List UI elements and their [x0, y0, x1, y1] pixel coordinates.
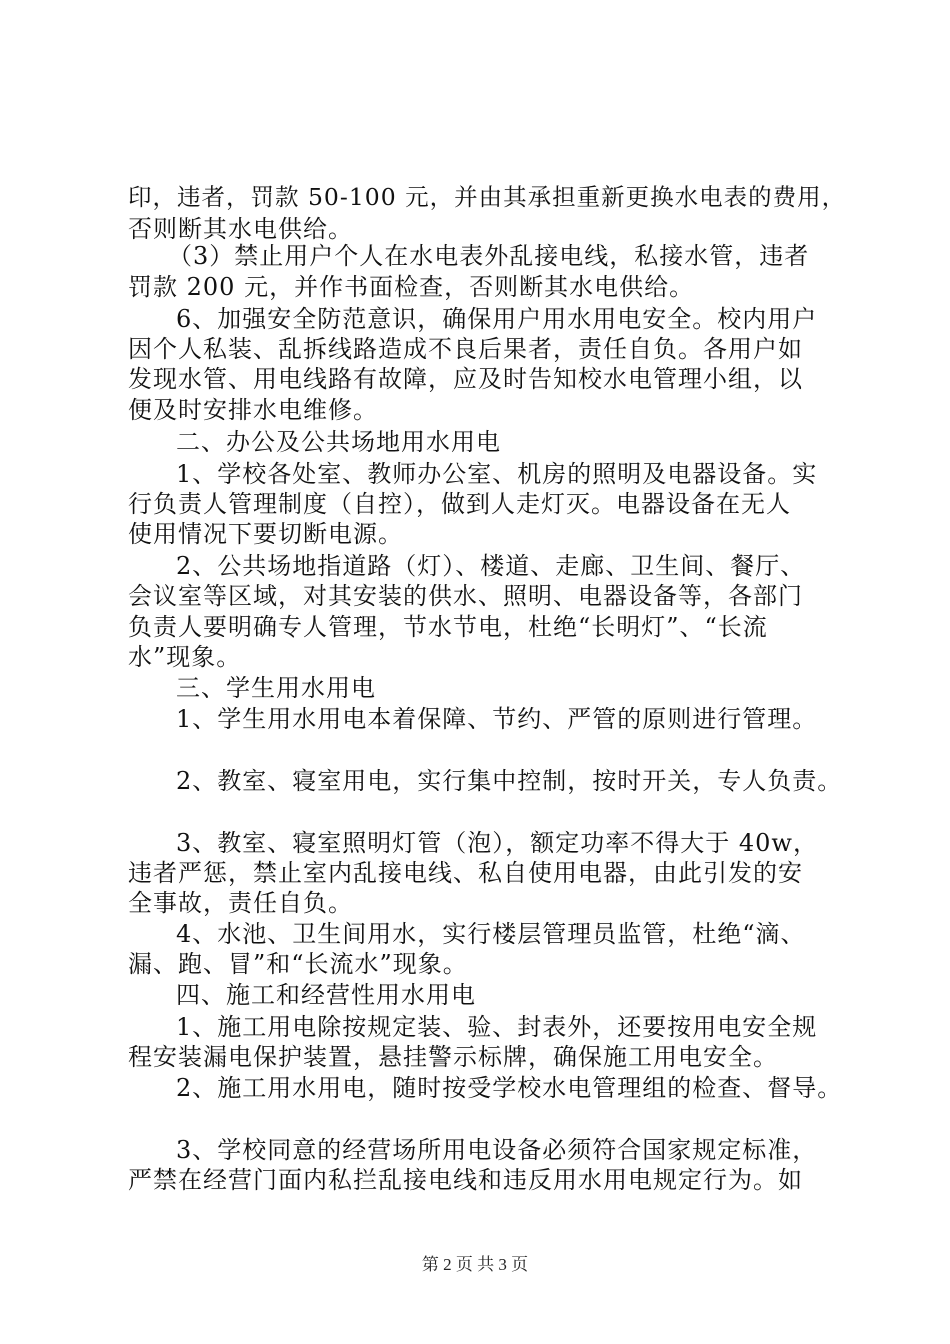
text-line: 否则断其水电供给。	[128, 215, 353, 243]
text-line: 便及时安排水电维修。	[128, 396, 378, 424]
text-line: 全事故，责任自负。	[128, 889, 353, 917]
text-line: 因个人私装、乱拆线路造成不良后果者，责任自负。各用户如	[128, 335, 803, 363]
text-line: 发现水管、用电线路有故障，应及时告知校水电管理小组，以	[128, 365, 803, 393]
text-line: 使用情况下要切断电源。	[128, 520, 403, 548]
text-line: 4、水池、卫生间用水，实行楼层管理员监管，杜绝“滴、	[176, 920, 806, 948]
text-line: 严禁在经营门面内私拦乱接电线和违反用水用电规定行为。如	[128, 1166, 803, 1194]
text-line: 漏、跑、冒”和“长流水”现象。	[128, 950, 468, 978]
text-line: 2、教室、寝室用电，实行集中控制，按时开关，专人负责。	[176, 767, 843, 795]
text-line: 行负责人管理制度（自控），做到人走灯灭。电器设备在无人	[128, 490, 791, 518]
text-line: 负责人要明确专人管理，节水节电，杜绝“长明灯”、“长流	[128, 613, 768, 641]
text-line: 3、教室、寝室照明灯管（泡），额定功率不得大于 40w，	[176, 829, 818, 857]
text-line: 水”现象。	[128, 643, 242, 671]
section-heading: 二、办公及公共场地用水用电	[176, 428, 501, 456]
section-heading: 四、施工和经营性用水用电	[176, 981, 476, 1009]
text-line: 2、施工用水用电，随时按受学校水电管理组的检查、督导。	[176, 1074, 843, 1102]
text-line: 6、加强安全防范意识，确保用户用水用电安全。校内用户	[176, 305, 818, 333]
section-heading: 三、学生用水用电	[176, 674, 376, 702]
text-line: 会议室等区域，对其安装的供水、照明、电器设备等，各部门	[128, 582, 803, 610]
text-line: 1、施工用电除按规定装、验、封表外，还要按用电安全规	[176, 1013, 818, 1041]
page-footer: 第 2 页 共 3 页	[421, 1255, 529, 1274]
text-line: 罚款 200 元，并作书面检查，否则断其水电供给。	[128, 273, 695, 301]
text-line: 2、公共场地指道路（灯）、楼道、走廊、卫生间、餐厅、	[176, 552, 806, 580]
text-line: 3、学校同意的经营场所用电设备必须符合国家规定标准，	[176, 1136, 818, 1164]
text-line: 1、学生用水用电本着保障、节约、严管的原则进行管理。	[176, 705, 818, 733]
text-line: 1、学校各处室、教师办公室、机房的照明及电器设备。实	[176, 460, 818, 488]
text-line: 程安装漏电保护装置，悬挂警示标牌，确保施工用电安全。	[128, 1043, 778, 1071]
text-line: 违者严惩，禁止室内乱接电线、私自使用电器，由此引发的安	[128, 859, 803, 887]
text-line: （3）禁止用户个人在水电表外乱接电线，私接水管，违者	[168, 242, 810, 270]
text-line: 印，违者，罚款 50-100 元，并由其承担重新更换水电表的费用，	[128, 183, 847, 211]
